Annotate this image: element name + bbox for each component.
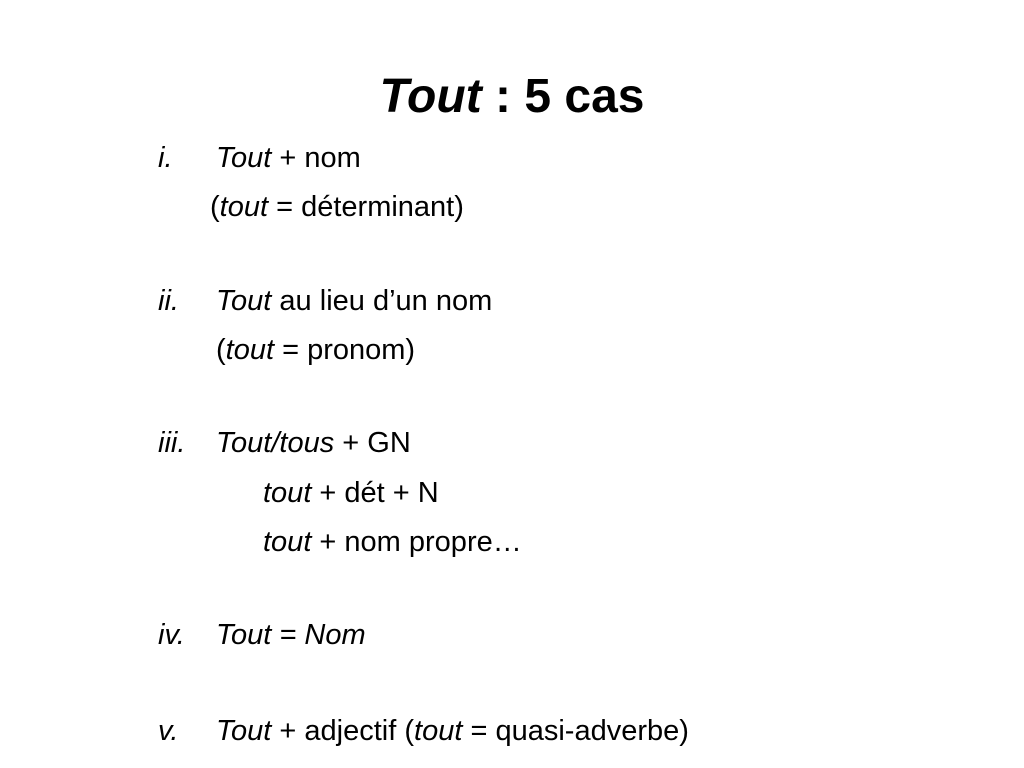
text-segment: Tout (216, 142, 272, 174)
item-line (216, 332, 415, 368)
item-numeral: v. (158, 715, 179, 747)
text-segment: tout (263, 526, 312, 558)
text-segment: Tout (216, 285, 272, 317)
text-segment: = quasi-adverbe) (462, 715, 689, 747)
text-segment: + adjectif ( (271, 715, 415, 747)
item-line (216, 425, 411, 461)
text-segment: Tout/tous (216, 427, 335, 459)
item-numeral: iv. (158, 619, 185, 651)
slide-title (0, 68, 1024, 126)
text-segment: + GN (334, 427, 411, 459)
text-segment: + nom propre… (311, 526, 522, 558)
text-segment: + nom (271, 142, 361, 174)
text-segment: au lieu d’un nom (271, 285, 493, 317)
text-segment: tout (414, 715, 463, 747)
text-segment: tout (219, 191, 269, 223)
text-segment: Tout (216, 715, 272, 747)
item-line (216, 283, 492, 319)
item-numeral: ii. (158, 285, 179, 317)
title-italic: Tout (379, 70, 482, 123)
item-line (216, 617, 366, 653)
item-line (216, 140, 361, 176)
item-line (263, 475, 439, 511)
text-segment: tout (225, 334, 275, 366)
text-segment: = pronom) (274, 334, 416, 366)
text-segment: tout (263, 477, 312, 509)
item-numeral: iii. (158, 427, 186, 459)
title-rest: : 5 cas (481, 70, 645, 123)
item-line (216, 713, 689, 749)
text-segment: Tout = Nom (216, 619, 366, 651)
item-numeral: i. (158, 142, 173, 174)
item-line (210, 189, 464, 225)
text-segment: ( (210, 191, 220, 223)
text-segment: = déterminant) (268, 191, 464, 223)
item-line (263, 524, 522, 560)
text-segment: ( (216, 334, 226, 366)
text-segment: + dét + N (311, 477, 439, 509)
